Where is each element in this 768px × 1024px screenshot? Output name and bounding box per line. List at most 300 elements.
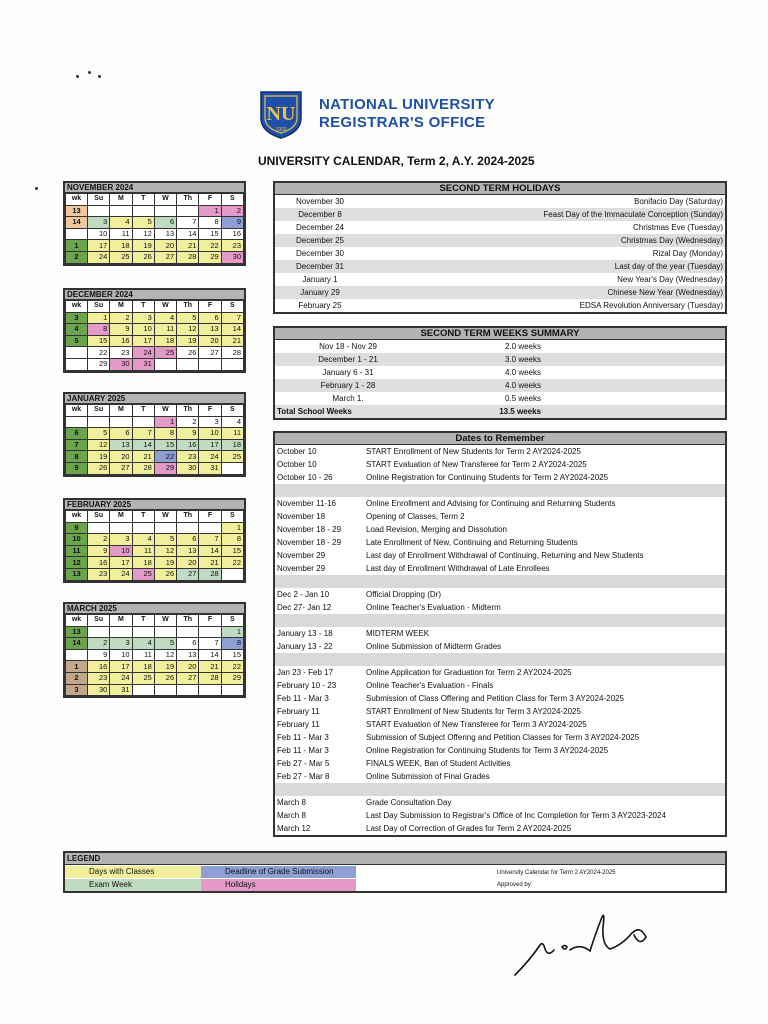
group-separator [275, 614, 725, 627]
date-row [275, 705, 725, 718]
day-cell: 5 [154, 638, 176, 650]
weekday-header: S [221, 615, 243, 627]
day-cell: 1 [154, 416, 176, 428]
day-cell: 29 [154, 462, 176, 474]
day-cell: 28 [132, 462, 154, 474]
week-number: 6 [66, 428, 88, 440]
day-cell: 23 [88, 568, 110, 580]
week-number: 9 [66, 522, 88, 534]
weekday-header: Th [177, 301, 199, 313]
week-row [66, 228, 244, 240]
week-number [66, 228, 88, 240]
weekday-header: T [132, 301, 154, 313]
day-cell: 13 [154, 228, 176, 240]
week-row [66, 428, 244, 440]
day-cell: 16 [88, 557, 110, 569]
day-cell: 4 [132, 638, 154, 650]
weekday-header: F [199, 511, 221, 523]
event-description: Submission of Class Offering and Petition Class for Term 3 AY2024-2025 [366, 694, 624, 703]
day-cell: 9 [177, 428, 199, 440]
event-description: FINALS WEEK, Ban of Student Activities [366, 759, 511, 768]
day-cell: 8 [221, 534, 243, 546]
week-number: 13 [66, 626, 88, 638]
date-row [275, 536, 725, 549]
month-calendar [63, 498, 246, 583]
legend-label-exam: Exam Week [89, 880, 132, 889]
event-description: Late Enrollment of New, Continuing and Returning Students [366, 538, 578, 547]
weekday-header: Su [88, 615, 110, 627]
weekday-header: T [132, 615, 154, 627]
event-description: START Enrollment of New Students for Term 3 AY2024-2025 [366, 707, 581, 716]
day-cell [221, 684, 243, 696]
holiday-date: January 29 [300, 288, 340, 297]
day-cell [154, 358, 176, 370]
week-number: 3 [66, 312, 88, 324]
day-cell: 23 [110, 347, 132, 359]
day-cell: 30 [221, 251, 243, 263]
day-cell: 4 [154, 312, 176, 324]
weekday-header: wk [66, 194, 88, 206]
day-cell: 17 [88, 240, 110, 252]
day-cell: 26 [154, 568, 176, 580]
signature-icon [510, 905, 660, 980]
day-cell: 14 [199, 649, 221, 661]
day-cell [221, 358, 243, 370]
legend-label-deadline: Deadline of Grade Submission [225, 867, 334, 876]
date-row [275, 497, 725, 510]
week-row [66, 661, 244, 673]
event-date: November 18 - 29 [277, 538, 342, 547]
day-cell [88, 522, 110, 534]
weekday-header: W [154, 194, 176, 206]
weekday-header: Th [177, 194, 199, 206]
day-cell: 5 [154, 534, 176, 546]
month-name: JANUARY 2025 [65, 394, 244, 404]
holiday-row [275, 208, 725, 221]
holiday-name: EDSA Revolution Anniversary (Tuesday) [579, 301, 723, 310]
day-cell: 13 [177, 545, 199, 557]
day-cell: 28 [177, 251, 199, 263]
day-cell: 24 [132, 347, 154, 359]
month-grid [65, 510, 244, 581]
date-row [275, 757, 725, 770]
event-description: Last Day of Correction of Grades for Term 2 AY2024-2025 [366, 824, 572, 833]
holidays-list [275, 195, 725, 312]
event-date: Feb 11 - Mar 3 [277, 694, 329, 703]
day-cell: 21 [199, 557, 221, 569]
holiday-row [275, 247, 725, 260]
event-date: Dec 2 - Jan 10 [277, 590, 330, 599]
day-cell [177, 205, 199, 217]
week-number: 11 [66, 545, 88, 557]
event-date: Feb 11 - Mar 3 [277, 733, 329, 742]
day-cell [221, 462, 243, 474]
week-row [66, 626, 244, 638]
summary-weeks: 4.0 weeks [504, 381, 541, 390]
month-name: FEBRUARY 2025 [65, 500, 244, 510]
day-cell: 15 [221, 545, 243, 557]
day-cell: 14 [221, 324, 243, 336]
holiday-row [275, 221, 725, 234]
day-cell: 1 [221, 522, 243, 534]
day-cell: 12 [132, 228, 154, 240]
week-row [66, 638, 244, 650]
day-cell [132, 684, 154, 696]
holiday-name: Chinese New Year (Wednesday) [607, 288, 723, 297]
scan-speck [98, 75, 101, 78]
week-row [66, 217, 244, 229]
weekday-header: S [221, 405, 243, 417]
day-cell: 3 [110, 534, 132, 546]
event-date: October 10 [277, 447, 317, 456]
event-description: Online Teacher's Evaluation - Midterm [366, 603, 501, 612]
week-number: 2 [66, 672, 88, 684]
event-description: Official Dropping (Dr) [366, 590, 441, 599]
holiday-date: December 8 [298, 210, 342, 219]
event-description: Opening of Classes, Term 2 [366, 512, 465, 521]
date-row [275, 822, 725, 835]
summary-row [275, 379, 725, 392]
weekday-header: Su [88, 405, 110, 417]
holiday-date: December 31 [295, 262, 345, 271]
day-cell: 7 [199, 534, 221, 546]
week-number: 3 [66, 684, 88, 696]
day-cell: 6 [177, 534, 199, 546]
day-cell: 13 [199, 324, 221, 336]
day-cell [110, 522, 132, 534]
event-date: February 10 - 23 [277, 681, 337, 690]
day-cell: 6 [110, 428, 132, 440]
day-cell: 25 [154, 347, 176, 359]
date-row [275, 627, 725, 640]
week-row [66, 312, 244, 324]
day-cell: 27 [199, 347, 221, 359]
day-cell: 10 [132, 324, 154, 336]
event-description: Last Day Submission to Registrar's Office of Inc Completion for Term 3 AY2023-2024 [366, 811, 666, 820]
day-cell: 10 [199, 428, 221, 440]
day-cell [177, 626, 199, 638]
day-cell: 20 [199, 335, 221, 347]
day-cell: 16 [88, 661, 110, 673]
week-row [66, 358, 244, 370]
event-date: Feb 27 - Mar 5 [277, 759, 330, 768]
event-date: November 18 [277, 512, 326, 521]
event-description: Online Registration for Continuing Students for Term 3 AY2024-2025 [366, 746, 609, 755]
day-cell: 15 [221, 649, 243, 661]
week-number: 8 [66, 451, 88, 463]
day-cell [177, 358, 199, 370]
event-description: Online Registration for Continuing Students for Term 2 AY2024-2025 [366, 473, 609, 482]
day-cell: 4 [221, 416, 243, 428]
day-cell: 30 [110, 358, 132, 370]
day-cell: 19 [177, 335, 199, 347]
event-description: Grade Consultation Day [366, 798, 452, 807]
day-cell: 24 [88, 251, 110, 263]
event-date: October 10 [277, 460, 317, 469]
org-line-2: REGISTRAR'S OFFICE [319, 114, 486, 131]
day-cell: 1 [88, 312, 110, 324]
dates-to-remember-panel [273, 431, 727, 837]
day-cell: 24 [199, 451, 221, 463]
holiday-row [275, 234, 725, 247]
date-row [275, 588, 725, 601]
date-row [275, 744, 725, 757]
group-separator [275, 783, 725, 796]
day-cell: 9 [88, 545, 110, 557]
month-grid [65, 404, 244, 475]
day-cell [132, 416, 154, 428]
document-header [255, 88, 495, 140]
day-cell: 17 [199, 439, 221, 451]
day-cell: 18 [110, 240, 132, 252]
holidays-title: SECOND TERM HOLIDAYS [275, 183, 725, 195]
holiday-date: December 24 [295, 223, 345, 232]
summary-weeks: 2.0 weeks [504, 342, 541, 351]
day-cell: 13 [110, 439, 132, 451]
day-cell: 24 [110, 568, 132, 580]
event-date: November 29 [277, 564, 326, 573]
day-cell: 17 [110, 661, 132, 673]
week-number: 2 [66, 251, 88, 263]
week-number [66, 358, 88, 370]
day-cell: 20 [177, 661, 199, 673]
holiday-name: Bonifacio Day (Saturday) [634, 197, 723, 206]
day-cell: 17 [110, 557, 132, 569]
weeks-summary-panel [273, 326, 727, 420]
week-number: 14 [66, 638, 88, 650]
date-row [275, 523, 725, 536]
date-row [275, 718, 725, 731]
day-cell: 10 [110, 545, 132, 557]
event-description: START Evaluation of New Transferee for Term 3 AY2024-2025 [366, 720, 587, 729]
total-weeks-value: 13.5 weeks [499, 407, 541, 416]
week-row [66, 324, 244, 336]
day-cell [154, 205, 176, 217]
university-seal-icon [255, 88, 307, 140]
summary-weeks: 3.0 weeks [504, 355, 541, 364]
weekday-header: F [199, 194, 221, 206]
weekday-header: S [221, 194, 243, 206]
weekday-header: wk [66, 301, 88, 313]
week-row [66, 649, 244, 661]
month-calendar [63, 602, 246, 698]
day-cell: 26 [154, 672, 176, 684]
scan-speck [35, 187, 38, 190]
weekday-header: Su [88, 301, 110, 313]
day-cell: 22 [221, 661, 243, 673]
total-weeks-label: Total School Weeks [277, 407, 352, 416]
holiday-date: February 25 [298, 301, 342, 310]
day-cell: 22 [199, 240, 221, 252]
event-date: November 11-16 [277, 499, 336, 508]
day-cell [132, 626, 154, 638]
date-row [275, 666, 725, 679]
week-number: 9 [66, 462, 88, 474]
week-number: 7 [66, 439, 88, 451]
day-cell: 16 [221, 228, 243, 240]
month-grid [65, 193, 244, 264]
day-cell: 23 [177, 451, 199, 463]
day-cell: 26 [88, 462, 110, 474]
week-row [66, 416, 244, 428]
day-cell: 28 [199, 672, 221, 684]
day-cell: 8 [154, 428, 176, 440]
day-cell: 31 [132, 358, 154, 370]
day-cell: 2 [110, 312, 132, 324]
day-cell: 15 [88, 335, 110, 347]
day-cell: 21 [132, 451, 154, 463]
total-weeks-row [275, 405, 725, 418]
day-cell: 11 [221, 428, 243, 440]
weeks-summary-title: SECOND TERM WEEKS SUMMARY [275, 328, 725, 340]
event-description: START Enrollment of New Students for Term 2 AY2024-2025 [366, 447, 581, 456]
weekday-header: F [199, 405, 221, 417]
event-description: Online Submission of Midterm Grades [366, 642, 502, 651]
day-cell [110, 205, 132, 217]
weekday-header: M [110, 511, 132, 523]
day-cell: 11 [110, 228, 132, 240]
day-cell: 2 [88, 534, 110, 546]
summary-row [275, 353, 725, 366]
day-cell [199, 358, 221, 370]
day-cell: 5 [132, 217, 154, 229]
event-description: Online Enrollment and Advising for Continuing and Returning Students [366, 499, 616, 508]
weekday-header: M [110, 405, 132, 417]
holiday-name: Christmas Eve (Tuesday) [633, 223, 723, 232]
day-cell: 12 [88, 439, 110, 451]
event-description: MIDTERM WEEK [366, 629, 430, 638]
week-row [66, 347, 244, 359]
event-date: Jan 23 - Feb 17 [277, 668, 334, 677]
weekday-header: W [154, 615, 176, 627]
holiday-row [275, 260, 725, 273]
date-row [275, 445, 725, 458]
legend-label-classes: Days with Classes [89, 867, 155, 876]
day-cell: 21 [177, 240, 199, 252]
weekday-header: T [132, 511, 154, 523]
week-row [66, 240, 244, 252]
holiday-name: New Year's Day (Wednesday) [617, 275, 723, 284]
date-row [275, 510, 725, 523]
weekday-header: W [154, 511, 176, 523]
day-cell: 8 [88, 324, 110, 336]
legend-item-deadline [201, 866, 334, 878]
day-cell: 23 [221, 240, 243, 252]
day-cell [110, 416, 132, 428]
org-line-1: NATIONAL UNIVERSITY [319, 96, 495, 113]
day-cell: 16 [110, 335, 132, 347]
day-cell: 18 [221, 439, 243, 451]
event-date: February 11 [277, 720, 320, 729]
day-cell [88, 626, 110, 638]
document-title: UNIVERSITY CALENDAR, Term 2, A.Y. 2024-2025 [258, 154, 535, 168]
day-cell: 11 [132, 649, 154, 661]
holiday-date: December 25 [295, 236, 345, 245]
day-cell: 2 [88, 638, 110, 650]
day-cell: 5 [177, 312, 199, 324]
day-cell: 9 [221, 217, 243, 229]
holiday-row [275, 286, 725, 299]
day-cell [221, 568, 243, 580]
day-cell: 11 [132, 545, 154, 557]
event-description: Load Revision, Merging and Dissolution [366, 525, 507, 534]
week-row [66, 557, 244, 569]
week-number: 14 [66, 217, 88, 229]
day-cell: 25 [221, 451, 243, 463]
day-cell: 20 [154, 240, 176, 252]
week-number: 5 [66, 335, 88, 347]
weeks-summary-list [275, 340, 725, 405]
week-row [66, 205, 244, 217]
day-cell: 26 [177, 347, 199, 359]
date-row [275, 458, 725, 471]
week-number [66, 347, 88, 359]
month-grid [65, 300, 244, 371]
summary-weeks: 0.5 weeks [504, 394, 541, 403]
day-cell: 28 [199, 568, 221, 580]
day-cell: 25 [110, 251, 132, 263]
date-row [275, 770, 725, 783]
month-calendar [63, 288, 246, 373]
day-cell: 12 [154, 545, 176, 557]
summary-weeks: 4.0 weeks [504, 368, 541, 377]
holiday-name: Rizal Day (Monday) [652, 249, 723, 258]
week-number: 12 [66, 557, 88, 569]
week-number: 13 [66, 568, 88, 580]
weekday-header: S [221, 511, 243, 523]
day-cell: 19 [132, 240, 154, 252]
event-description: Online Submission of Final Grades [366, 772, 490, 781]
weekday-header: Th [177, 511, 199, 523]
day-cell: 26 [132, 251, 154, 263]
date-row [275, 601, 725, 614]
footer-note: University Calendar for Term 2 AY2024-2025 [497, 870, 616, 876]
summary-range: December 1 - 21 [318, 355, 378, 364]
day-cell: 14 [177, 228, 199, 240]
group-separator [275, 653, 725, 666]
event-description: Last day of Enrollment Withdrawal of Late Enrollees [366, 564, 550, 573]
day-cell: 12 [177, 324, 199, 336]
day-cell [154, 522, 176, 534]
day-cell [199, 626, 221, 638]
legend-label-holidays: Holidays [225, 880, 256, 889]
day-cell [154, 684, 176, 696]
week-row [66, 522, 244, 534]
holiday-date: January 1 [302, 275, 338, 284]
week-row [66, 462, 244, 474]
organization-name [319, 96, 495, 132]
day-cell [88, 416, 110, 428]
day-cell [199, 522, 221, 534]
week-number: 10 [66, 534, 88, 546]
day-cell: 15 [154, 439, 176, 451]
day-cell: 6 [154, 217, 176, 229]
event-date: March 12 [277, 824, 311, 833]
date-row [275, 640, 725, 653]
svg-text:NU: NU [266, 103, 296, 125]
weekday-header: W [154, 301, 176, 313]
day-cell: 23 [88, 672, 110, 684]
holiday-row [275, 273, 725, 286]
day-cell: 7 [132, 428, 154, 440]
day-cell [132, 522, 154, 534]
event-date: March 8 [277, 798, 306, 807]
month-calendar [63, 181, 246, 266]
weekday-header: wk [66, 615, 88, 627]
day-cell: 7 [177, 217, 199, 229]
day-cell: 31 [199, 462, 221, 474]
month-name: NOVEMBER 2024 [65, 183, 244, 193]
